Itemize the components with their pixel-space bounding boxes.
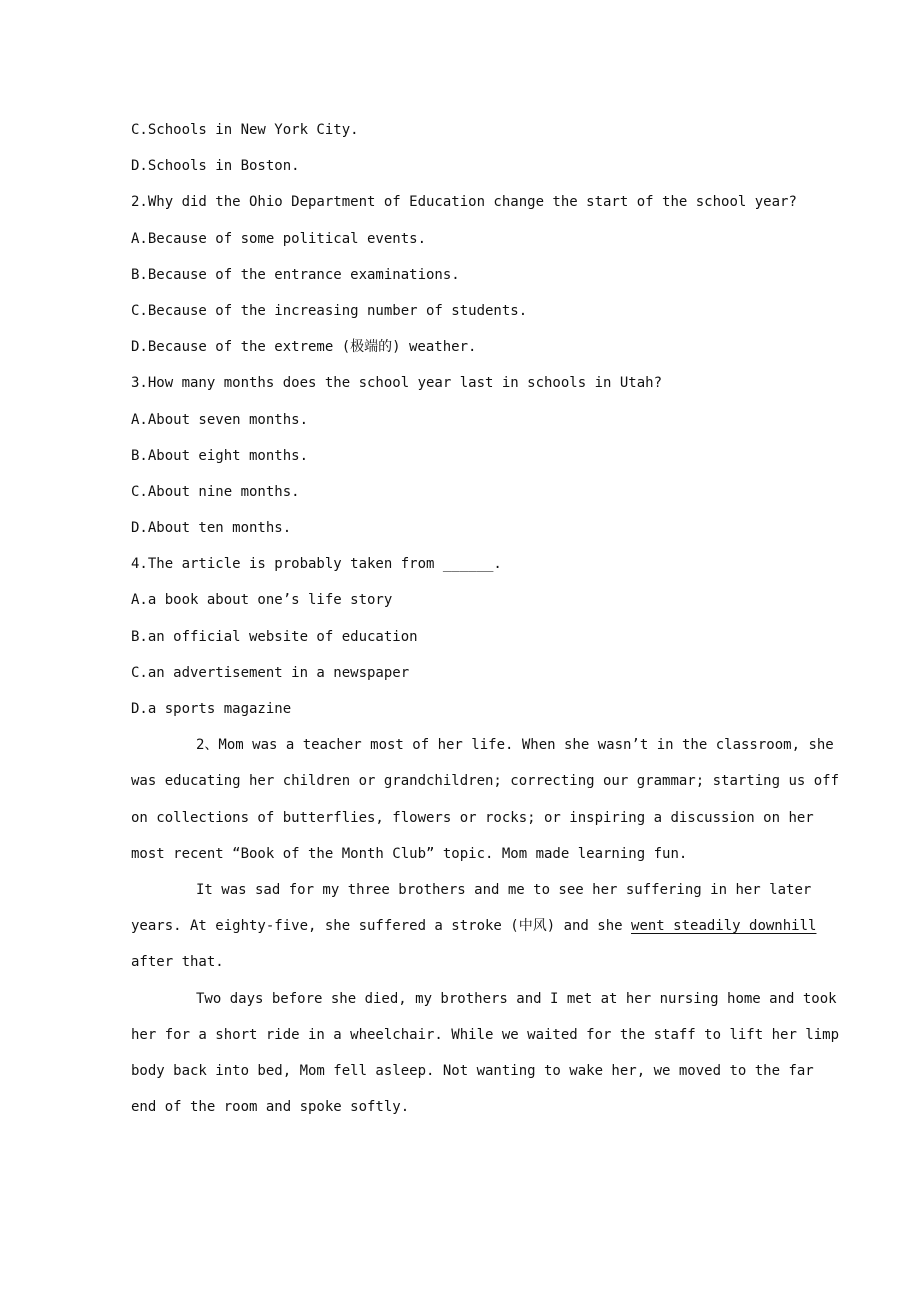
option-c-q3: C.About nine months. — [131, 483, 300, 500]
option-c-q2: C.Because of the increasing number of students. — [131, 302, 528, 319]
option-b-q2: B.Because of the entrance examinations. — [131, 266, 460, 283]
document-content — [131, 118, 840, 1131]
option-d-q2: D.Because of the extreme (极端的) weather. — [131, 339, 477, 356]
underlined-phrase: went steadily downhill — [631, 918, 817, 935]
question-2: 2.Why did the Ohio Department of Education change the start of the school year? — [131, 194, 797, 211]
option-d-q4: D.a sports magazine — [131, 701, 292, 717]
question-3: 3.How many months does the school year last in schools in Utah? — [131, 375, 663, 392]
passage-p2-line-1: It was sad for my three brothers and me to see her suffering in her later — [196, 881, 812, 898]
option-c-q4: C.an advertisement in a newspaper — [131, 664, 410, 681]
passage-p3-line-2: her for a short ride in a wheelchair. While we waited for the staff to lift her limp — [131, 1026, 840, 1043]
passage-p3-line-4: end of the room and spoke softly. — [131, 1099, 410, 1116]
passage-p3-line-1: Two days before she died, my brothers and I met at her nursing home and took — [196, 990, 837, 1007]
passage-p2-line-3: after that. — [131, 954, 224, 971]
option-a-q2: A.Because of some political events. — [131, 230, 427, 247]
option-a-q3: A.About seven months. — [131, 411, 309, 428]
question-4: 4.The article is probably taken from ______. — [131, 556, 502, 573]
passage-p3-line-3: body back into bed, Mom fell asleep. Not wanting to wake her, we moved to the far — [131, 1062, 814, 1079]
option-b-q3: B.About eight months. — [131, 447, 309, 464]
passage-p1-line-2: was educating her children or grandchildren; correcting our grammar; starting us off — [131, 773, 840, 790]
passage-p1-line-3: on collections of butterflies, flowers or rocks; or inspiring a discussion on her — [131, 809, 814, 826]
option-d-q1: D.Schools in Boston. — [131, 158, 300, 175]
option-d-q3: D.About ten months. — [131, 520, 292, 537]
passage-p2-line-2 — [131, 914, 831, 950]
passage-p1-line-4: most recent “Book of the Month Club” topic. Mom made learning fun. — [131, 845, 688, 862]
option-a-q4: A.a book about one’s life story — [131, 592, 393, 609]
passage-p2-line-2-text: years. At eighty-five, she suffered a stroke (中风) and she — [131, 918, 632, 935]
passage-p1-line-1: 2、Mom was a teacher most of her life. When she wasn’t in the classroom, she — [196, 737, 834, 754]
option-b-q4: B.an official website of education — [131, 628, 418, 645]
option-c-q1: C.Schools in New York City. — [131, 122, 359, 138]
